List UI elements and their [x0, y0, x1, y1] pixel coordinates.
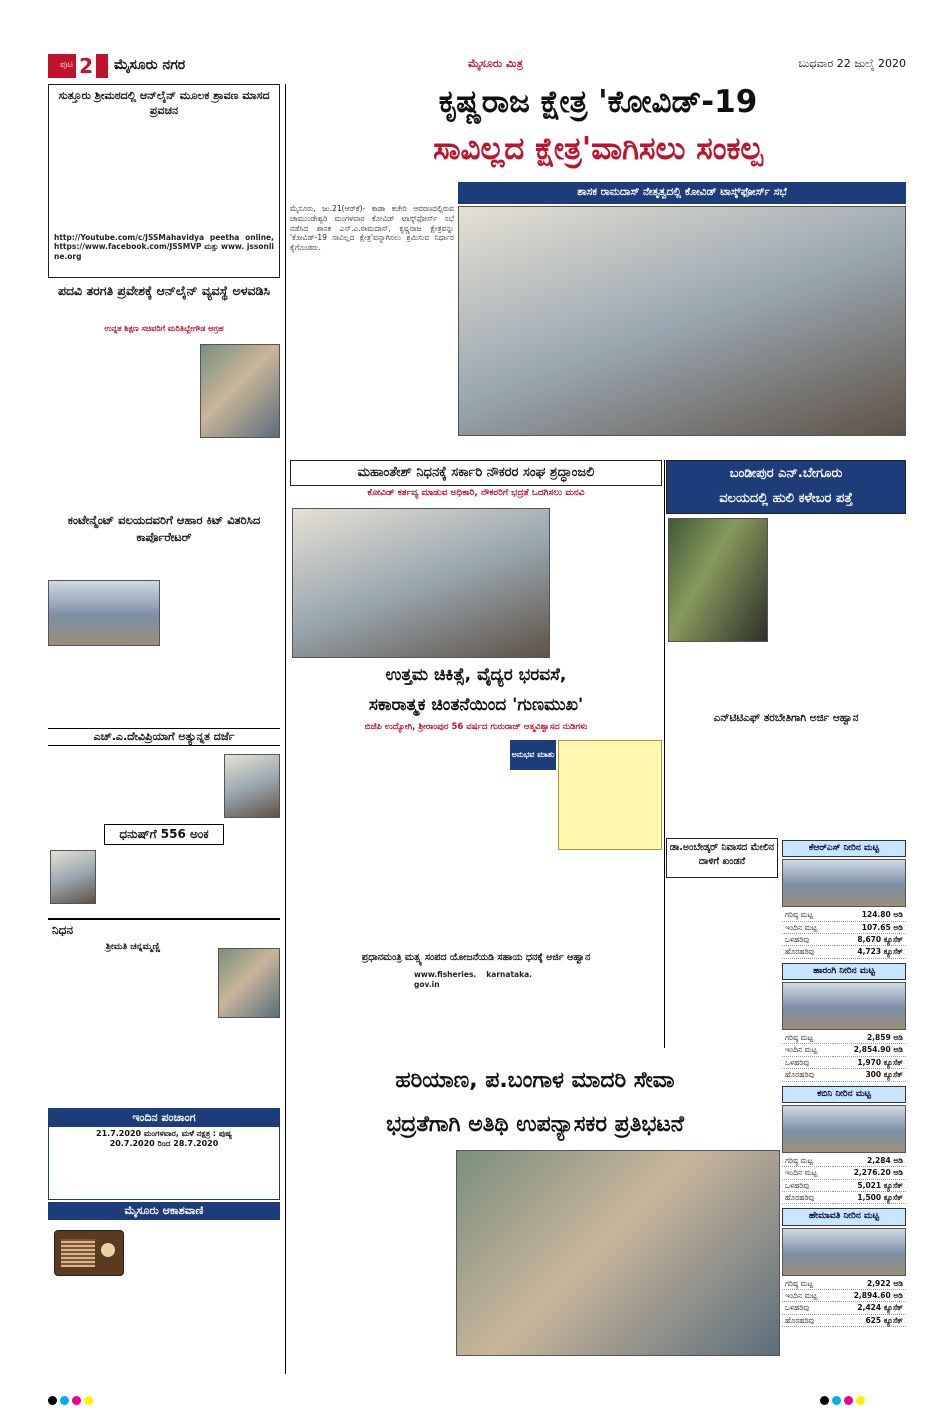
- student-photo: [224, 754, 280, 818]
- story-body: [290, 970, 662, 1050]
- lead-subhead: ಶಾಸಕ ರಾಮದಾಸ್ ನೇತೃತ್ವದಲ್ಲಿ ಕೋವಿಡ್ ಟಾಸ್ಕ್‌ಫೋರ್ಸ್ ಸಭೆ: [458, 182, 906, 204]
- dam-row-label: ಒಳಹರಿವು: [782, 1302, 833, 1314]
- dam-row-label: ಗರಿಷ್ಠ ಮಟ್ಟ: [782, 1155, 833, 1167]
- dam-row: [782, 909, 906, 921]
- panchanga-line1: 21.7.2020 ಮಂಗಳವಾರ, ಮಳೆ ನಕ್ಷತ್ರ : ಪುಷ್ಯ: [96, 1128, 232, 1138]
- dam-row-value: 300 ಕ್ಯೂಸೆಕ್: [833, 1069, 906, 1081]
- dam-header: ಹೇಮಾವತಿ ನೀರಿನ ಮಟ್ಟ: [782, 1208, 906, 1225]
- dam-photo: [782, 859, 906, 907]
- column-rule: [664, 460, 665, 1048]
- panchanga-title: ಇಂದಿನ ಪಂಚಾಂಗ: [49, 1109, 279, 1127]
- story-nttf: [666, 712, 906, 730]
- story-body: [554, 508, 662, 658]
- student-photo: [50, 850, 96, 904]
- dam-row: [782, 1314, 906, 1326]
- dam-row-value: 625 ಕ್ಯೂಸೆಕ್: [833, 1314, 906, 1326]
- dam-row: [782, 1302, 906, 1314]
- obituary-name: ಶ್ರೀಮತಿ ಚನ್ನಮ್ಮಣ್ಣಿ: [105, 942, 161, 952]
- dam-header: ಹಾರಂಗಿ ನೀರಿನ ಮಟ್ಟ: [782, 963, 906, 980]
- fisheries-link: www.fisheries. karnataka. gov.in: [414, 970, 532, 989]
- story-headline: ಧನುಷ್‌ಗೆ 556 ಅಂಕ: [104, 824, 224, 845]
- story-fisheries-headline: ಪ್ರಧಾನಮಂತ್ರಿ ಮತ್ಸ್ಯ ಸಂಪದ ಯೋಜನೆಯಡಿ ಸಹಾಯ ಧನಕ್ಕೆ ಅರ್ಜಿ ಆಹ್ವಾನ: [361, 952, 591, 963]
- story-ambedkar: [666, 838, 778, 878]
- panchanga-box: [48, 1108, 280, 1200]
- dam-block: [782, 1086, 906, 1205]
- dam-row-label: ಗರಿಷ್ಠ ಮಟ್ಟ: [782, 909, 835, 921]
- panchanga-line2: 20.7.2020 ರಿಂದ 28.7.2020: [109, 1138, 219, 1148]
- story-mahantesh: [290, 460, 662, 486]
- story-headline: ಕಂಟೇನ್ಮೆಂಟ್ ವಲಯದವರಿಗೆ ಆಹಾರ ಕಿಟ್ ವಿತರಿಸಿದ ಕಾರ್ಪೊರೇಟರ್: [67, 513, 261, 544]
- dam-block: [782, 840, 906, 959]
- dam-row-label: ಇಂದಿನ ಮಟ್ಟ: [782, 921, 835, 933]
- story-guest-lecturers-headline-1: ಹರಿಯಾಣ, ಪ.ಬಂಗಾಳ ಮಾದರಿ ಸೇವಾ: [395, 1068, 675, 1093]
- story-headline: ಡಾ.ಅಂಬೇಡ್ಕರ್ ನಿವಾಸದ ಮೇಲಿನ ದಾಳಿಗೆ ಖಂಡನೆ: [669, 842, 775, 867]
- story-headline: ಮಹಾಂತೇಶ್ ನಿಧನಕ್ಕೆ ಸರ್ಕಾರಿ ನೌಕರರ ಸಂಘ ಶ್ರದ್ಧಾಂಜಲಿ: [357, 465, 595, 480]
- dam-table: [782, 1032, 906, 1082]
- radio-schedule: [128, 1224, 280, 1364]
- dam-levels-column: [782, 840, 906, 1376]
- dam-row-label: ಒಳಹರಿವು: [782, 1179, 833, 1191]
- story-link: http://Youtube.com/c/JSSMahavidya peetha online, https://www.facebook.com/JSSMVP ಮತ್ತು www. jssonline.org: [54, 232, 274, 262]
- registration-marks-left: [48, 1396, 96, 1408]
- lead-body: ಮೈಸೂರು, ಜು.21(ಆರ್‌ಕೆ)- ಕಾಡಾ ಕಚೇರಿ ಆವರಣದಲ್ಲಿರುವ ಚಾಮುಂಡೇಶ್ವರಿ ಮಂಗಳವಾರ ಕೋವಿಡ್ ಟಾಸ್ಕ್‌ಫೋರ್ಸ್ ಸಭೆ ನಡೆಸಿದ ಶಾಸಕ ಎಸ್.ಎ.ರಾಮದಾಸ್, ಕೃಷ್ಣರಾಜ ಕ್ಷೇತ್ರವನ್ನು 'ಕೋವಿಡ್-19 ಸಾವಿಲ್ಲದ ಕ್ಷೇತ್ರ'ವನ್ನಾಗಿಸಲು ಶ್ರಮಿಸುವ ನಿರ್ಧಾರ ಕೈಗೊಂಡರು.: [290, 204, 454, 252]
- lead-headline-line2: ಸಾವಿಲ್ಲದ ಕ್ಷೇತ್ರ'ವಾಗಿಸಲು ಸಂಕಲ್ಪ: [433, 131, 763, 167]
- obituary-photo: [218, 948, 280, 1018]
- food-kit-photo: [48, 580, 160, 646]
- dam-row-label: ಹೊರಹರಿವು: [782, 1191, 833, 1203]
- story-subhead: ಕೋವಿಡ್ ಕರ್ತವ್ಯ ಮಾಡುವ ಅಧಿಕಾರಿ, ನೌಕರರಿಗೆ ಭದ್ರತೆ ಒದಗಿಸಲು ಮನವಿ: [367, 488, 585, 498]
- dam-row-label: ಗರಿಷ್ಠ ಮಟ್ಟ: [782, 1032, 833, 1044]
- dam-row-label: ಗರಿಷ್ಠ ಮಟ್ಟ: [782, 1278, 833, 1290]
- story-headline: ಪದವಿ ತರಗತಿ ಪ್ರವೇಶಕ್ಕೆ ಆನ್‌ಲೈನ್ ವ್ಯವಸ್ಥೆ ಅಳವಡಿಸಿ: [57, 283, 271, 298]
- dam-row-value: 5,021 ಕ್ಯೂಸೆಕ್: [833, 1179, 906, 1191]
- dam-row-label: ಹೊರಹರಿವು: [782, 946, 835, 958]
- dam-row-label: ಒಳಹರಿವು: [782, 1056, 833, 1068]
- dam-block: [782, 963, 906, 1082]
- dam-row-label: ಒಳಹರಿವು: [782, 934, 835, 946]
- issue-date: ಬುಧವಾರ 22 ಜುಲೈ 2020: [798, 57, 906, 70]
- quote-box: [558, 740, 662, 850]
- story-online-sermon: [48, 84, 280, 278]
- story-headline-line1: ಬಂಡೀಪುರ ಎನ್.ಬೇಗೂರು: [729, 466, 843, 481]
- dam-row: [782, 1289, 906, 1301]
- dam-row: [782, 934, 906, 946]
- story-food-kit: [48, 512, 280, 558]
- dam-row: [782, 1056, 906, 1068]
- dam-row: [782, 946, 906, 958]
- dam-row-value: 1,970 ಕ್ಯೂಸೆಕ್: [833, 1056, 906, 1068]
- dam-header: ಕಬಿನಿ ನೀರಿನ ಮಟ್ಟ: [782, 1086, 906, 1103]
- dam-photo: [782, 1105, 906, 1153]
- lead-photo: [458, 206, 906, 436]
- story-body: [290, 1150, 452, 1370]
- portrait-photo: [200, 344, 280, 438]
- story-headline: ಸುತ್ತೂರು ಶ್ರೀಮಠದಲ್ಲಿ ಆನ್‌ಲೈನ್ ಮೂಲಕ ಶ್ರಾವಣ ಮಾಸದ ಪ್ರವಚನ: [58, 89, 270, 117]
- dam-row-value: 4,723 ಕ್ಯೂಸೆಕ್: [835, 946, 906, 958]
- paper-name: ಮೈಸೂರು ಮಿತ್ರ: [468, 57, 523, 70]
- radio-title: ಮೈಸೂರು ಆಕಾಶವಾಣಿ: [48, 1202, 280, 1220]
- dam-row-value: 124.80 ಅಡಿ: [835, 909, 906, 921]
- experience-label: ಅನುಭವ ಮಾತು: [510, 740, 556, 770]
- obituary-header-row: [48, 918, 280, 940]
- dam-row-value: 2,284 ಅಡಿ: [833, 1155, 906, 1167]
- lead-headline-line1: ಕೃಷ್ಣರಾಜ ಕ್ಷೇತ್ರ 'ಕೋವಿಡ್-19: [438, 84, 758, 120]
- obituary-header: ನಿಧನ: [52, 923, 74, 937]
- story-body: [666, 734, 906, 836]
- lead-body-lower: [290, 440, 906, 456]
- dam-row-value: 1,500 ಕ್ಯೂಸೆಕ್: [833, 1191, 906, 1203]
- dam-row-label: ಇಂದಿನ ಮಟ್ಟ: [782, 1167, 833, 1179]
- dam-row-value: 8,670 ಕ್ಯೂಸೆಕ್: [835, 934, 906, 946]
- dam-row-value: 2,859 ಅಡಿ: [833, 1032, 906, 1044]
- story-headline: ಎಚ್.ಎ.ದೇವಿಪ್ರಿಯಾಗೆ ಅತ್ಯುನ್ನತ ದರ್ಜೆ: [48, 728, 280, 746]
- story-headline-line2: ವಲಯದಲ್ಲಿ ಹುಲಿ ಕಳೇಬರ ಪತ್ತೆ: [719, 491, 853, 506]
- dam-row: [782, 1179, 906, 1191]
- dam-table: [782, 1155, 906, 1205]
- dam-table: [782, 1278, 906, 1328]
- registration-marks-right: [820, 1396, 868, 1408]
- photo-caption: [456, 1358, 780, 1372]
- story-body: [666, 880, 778, 1040]
- dam-row: [782, 1191, 906, 1203]
- column-rule: [285, 84, 286, 1374]
- page-label: ಪುಟ: [59, 60, 74, 71]
- story-subhead: ಉನ್ನತ ಶಿಕ್ಷಣ ಸಚಿವರಿಗೆ ಮರಿತಿಬ್ಬೇಗೌಡ ಆಗ್ರಹ: [104, 324, 224, 333]
- story-recovery-headline-2: ಸಕಾರಾತ್ಮಕ ಚಿಂತನೆಯಿಂದ 'ಗುಣಮುಖ': [368, 695, 584, 715]
- dam-photo: [782, 1228, 906, 1276]
- story-devipriya: [48, 728, 280, 746]
- tiger-photo: [668, 518, 768, 642]
- dam-row: [782, 921, 906, 933]
- dam-row-value: 2,424 ಕ್ಯೂಸೆಕ್: [833, 1302, 906, 1314]
- dam-row: [782, 1155, 906, 1167]
- dam-row-label: ಹೊರಹರಿವು: [782, 1069, 833, 1081]
- story-body: [290, 740, 506, 946]
- dam-row-label: ಹೊರಹರಿವು: [782, 1314, 833, 1326]
- protest-photo: [456, 1150, 780, 1356]
- dam-row: [782, 1167, 906, 1179]
- dam-row: [782, 1044, 906, 1056]
- story-degree-admission: [48, 282, 280, 322]
- dam-row-value: 2,894.60 ಅಡಿ: [833, 1289, 906, 1301]
- story-body: [772, 518, 906, 702]
- dam-table: [782, 909, 906, 959]
- story-headline: ಎನ್‌ಟಿಟಿಎಫ್ ತರಬೇತಿಗಾಗಿ ಅರ್ಜಿ ಆಹ್ವಾನ: [713, 712, 859, 724]
- story-body: [49, 123, 279, 262]
- dam-row-value: 2,922 ಅಡಿ: [833, 1278, 906, 1290]
- story-body: [48, 340, 196, 488]
- story-guest-lecturers-headline-2: ಭದ್ರತೆಗಾಗಿ ಅತಿಥಿ ಉಪನ್ಯಾಸಕರ ಪ್ರತಿಭಟನೆ: [386, 1112, 684, 1137]
- story-recovery-headline-1: ಉತ್ತಮ ಚಿಕಿತ್ಸೆ, ವೈದ್ಯರ ಭರವಸೆ,: [385, 665, 567, 685]
- story-dhanush: [48, 824, 280, 844]
- dam-row-value: 2,854.90 ಅಡಿ: [833, 1044, 906, 1056]
- dam-row: [782, 1278, 906, 1290]
- dam-block: [782, 1208, 906, 1327]
- dam-row: [782, 1032, 906, 1044]
- dam-photo: [782, 982, 906, 1030]
- story-subhead: ಬಿಜೆಪಿ ಉದ್ಯೋಗಿ, ಶ್ರೀರಾಂಪುರ 56 ವರ್ಷದ ಗುರುರಾಜ್ ಆತ್ಮವಿಶ್ವಾಸದ ನುಡಿಗಳು: [364, 722, 588, 732]
- story-tiger-header: [666, 460, 906, 514]
- page-number: 2: [76, 54, 96, 79]
- tribute-photo: [292, 508, 550, 658]
- dam-row: [782, 1069, 906, 1081]
- dam-row-label: ಇಂದಿನ ಮಟ್ಟ: [782, 1044, 833, 1056]
- dam-row-value: 2,276.20 ಅಡಿ: [833, 1167, 906, 1179]
- dam-row-value: 107.65 ಅಡಿ: [835, 921, 906, 933]
- section-title: ಮೈಸೂರು ನಗರ: [114, 57, 186, 73]
- masthead: [48, 54, 906, 80]
- radio-icon: [54, 1230, 124, 1276]
- page-number-badge: [48, 54, 108, 78]
- dam-row-label: ಇಂದಿನ ಮಟ್ಟ: [782, 1289, 833, 1301]
- dam-header: ಕೆಆರ್‌ಎಸ್ ನೀರಿನ ಮಟ್ಟ: [782, 840, 906, 857]
